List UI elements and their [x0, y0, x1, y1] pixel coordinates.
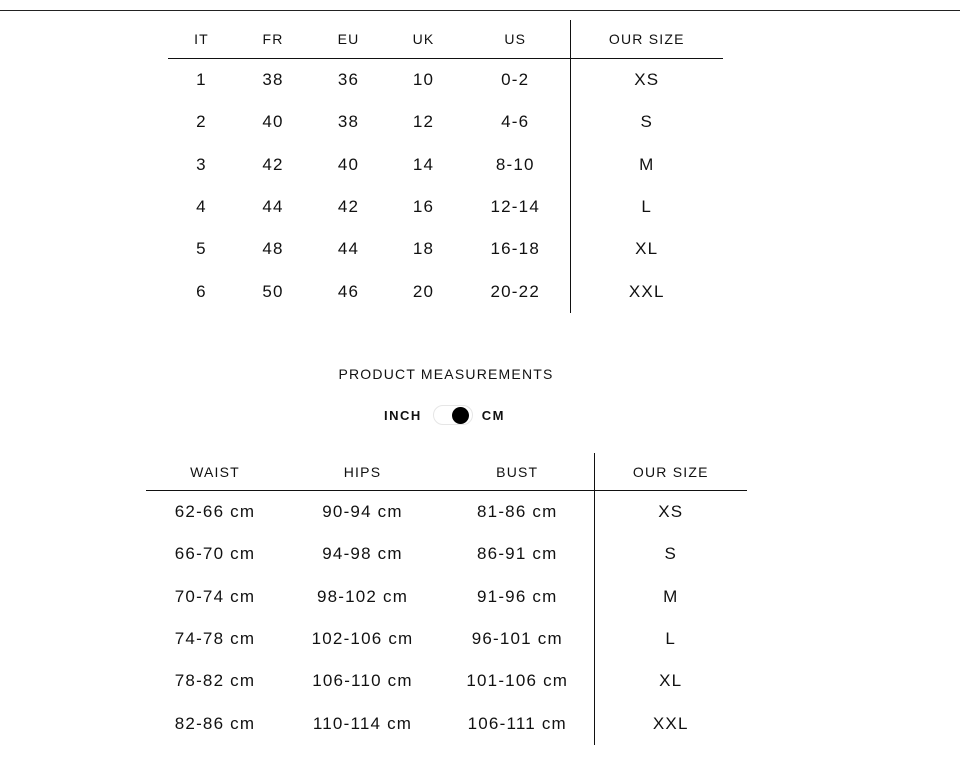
size-table-header-row [168, 20, 723, 59]
cell-us: 16-18 [490, 239, 540, 259]
table-row [168, 270, 723, 312]
cell-waist: 82-86 cm [174, 713, 256, 733]
unit-toggle [384, 403, 505, 427]
table-row [168, 228, 723, 270]
cell-uk: 18 [412, 239, 435, 259]
cell-our-size: XS [570, 59, 723, 102]
header-eu: EU [311, 20, 386, 59]
cell-hips: 98-102 cm [316, 586, 409, 606]
header-fr: FR [235, 20, 311, 59]
cell-eu: 42 [337, 197, 360, 217]
header-waist: WAIST [146, 453, 284, 491]
cell-bust: 81-86 cm [477, 502, 558, 522]
product-measurements-title: PRODUCT MEASUREMENTS [338, 366, 554, 382]
cell-our-size: L [594, 618, 747, 660]
header-our-size: OUR SIZE [570, 20, 723, 59]
cell-waist: 62-66 cm [174, 502, 256, 522]
cell-our-size: S [570, 101, 723, 143]
cell-us: 20-22 [490, 281, 540, 301]
header-bust: BUST [441, 453, 594, 491]
cell-it: 6 [196, 281, 207, 301]
cell-eu: 46 [337, 281, 360, 301]
cell-it: 3 [196, 154, 207, 174]
cell-hips: 90-94 cm [322, 502, 403, 522]
cell-eu: 40 [337, 154, 360, 174]
cell-it: 5 [196, 239, 207, 259]
cell-hips: 102-106 cm [311, 629, 414, 649]
cell-bust: 106-111 cm [467, 713, 567, 733]
cell-waist: 74-78 cm [174, 629, 256, 649]
cell-fr: 38 [262, 70, 284, 90]
cell-us: 0-2 [501, 70, 530, 90]
cell-fr: 48 [262, 239, 284, 259]
cell-fr: 44 [262, 197, 284, 217]
top-divider [0, 10, 960, 11]
table-row [146, 702, 747, 744]
cell-our-size: S [594, 533, 747, 575]
cell-us: 12-14 [490, 197, 540, 217]
cell-bust: 86-91 cm [477, 544, 558, 564]
cell-hips: 110-114 cm [312, 713, 413, 733]
cell-uk: 14 [412, 154, 435, 174]
cell-waist: 70-74 cm [174, 586, 256, 606]
header-our-size: OUR SIZE [594, 453, 747, 491]
unit-switch[interactable] [433, 405, 473, 425]
cell-our-size: L [570, 186, 723, 228]
inch-label[interactable]: INCH [384, 407, 422, 423]
table-row [146, 618, 747, 660]
cell-hips: 94-98 cm [322, 544, 403, 564]
cell-our-size: XXL [594, 702, 747, 744]
table-row [168, 101, 723, 143]
cell-bust: 101-106 cm [466, 671, 569, 691]
cell-us: 8-10 [495, 154, 535, 174]
cell-us: 4-6 [501, 112, 530, 132]
cell-our-size: M [594, 576, 747, 618]
cell-it: 1 [196, 70, 207, 90]
cell-bust: 91-96 cm [477, 586, 558, 606]
cell-waist: 66-70 cm [174, 544, 256, 564]
switch-knob-icon [452, 407, 469, 424]
cell-fr: 40 [262, 112, 284, 132]
cell-our-size: M [570, 144, 723, 186]
cell-fr: 42 [262, 154, 284, 174]
header-us: US [461, 20, 570, 59]
table-row [168, 186, 723, 228]
header-hips: HIPS [284, 453, 441, 491]
cell-waist: 78-82 cm [174, 671, 256, 691]
cell-bust: 96-101 cm [471, 629, 563, 649]
cell-eu: 44 [337, 239, 360, 259]
cell-our-size: XS [594, 491, 747, 534]
cell-our-size: XXL [570, 270, 723, 312]
table-row [146, 491, 747, 534]
cell-uk: 20 [412, 281, 435, 301]
table-row [168, 59, 723, 102]
cell-uk: 12 [412, 112, 435, 132]
cm-label[interactable]: CM [481, 407, 505, 423]
measurements-table [146, 453, 747, 745]
table-row [168, 144, 723, 186]
size-conversion-table [168, 20, 723, 313]
table-row [146, 660, 747, 702]
cell-eu: 36 [337, 70, 360, 90]
cell-uk: 16 [412, 197, 435, 217]
cell-our-size: XL [594, 660, 747, 702]
header-it: IT [168, 20, 235, 59]
cell-eu: 38 [337, 112, 360, 132]
table-row [146, 576, 747, 618]
cell-it: 4 [196, 197, 207, 217]
header-uk: UK [386, 20, 461, 59]
cell-it: 2 [196, 112, 207, 132]
cell-uk: 10 [412, 70, 435, 90]
cell-hips: 106-110 cm [312, 671, 413, 691]
cell-our-size: XL [570, 228, 723, 270]
measurements-header-row [146, 453, 747, 491]
cell-fr: 50 [262, 281, 284, 301]
table-row [146, 533, 747, 575]
